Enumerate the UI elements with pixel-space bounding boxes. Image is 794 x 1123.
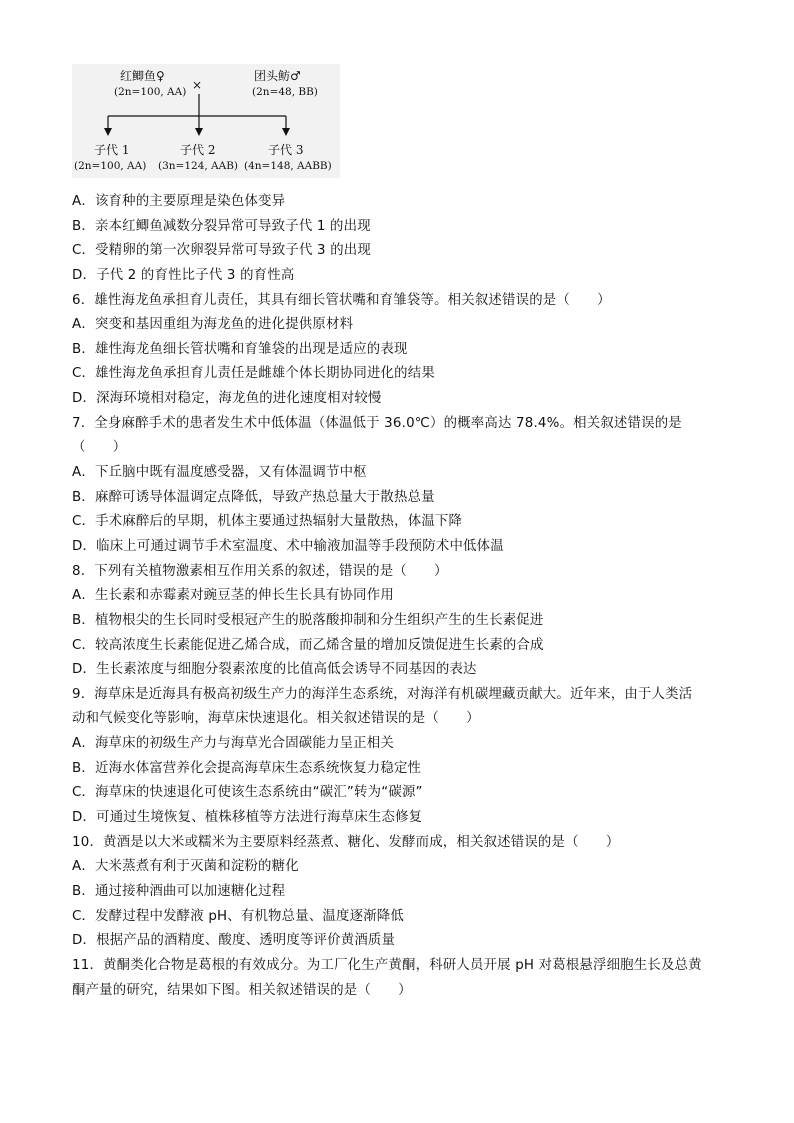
question-text bbox=[72, 190, 722, 1003]
q9-option-c: C．海草床的快速退化可使该生态系统由“碳汇”转为“碳源” bbox=[72, 785, 423, 801]
offspring-3-genome: (4n=148, AABB) bbox=[244, 160, 332, 172]
offspring-2-label: 子代 2 bbox=[180, 143, 216, 157]
q9-option-d: D．可通过生境恢复、植株移植等方法进行海草床生态修复 bbox=[72, 810, 423, 826]
parent-female-label: 红鲫鱼♀ bbox=[120, 69, 165, 83]
q7-stem: 7．全身麻醉手术的患者发生术中低体温（体温低于 36.0℃）的概率高达 78.4%。相关叙述错误的是 bbox=[72, 415, 682, 431]
q9-stem: 9．海草床是近海具有极高初级生产力的海洋生态系统，对海洋有机碳埋藏贡献大。近年来，由于人类活 bbox=[72, 686, 693, 702]
q7-option-d: D．临床上可通过调节手术室温度、术中输液加温等手段预防术中低体温 bbox=[72, 538, 504, 554]
parent-male-label: 团头鲂♂ bbox=[254, 69, 301, 83]
q6-option-b: B．雄性海龙鱼细长管状嘴和育雏袋的出现是适应的表现 bbox=[72, 341, 408, 357]
q8-option-d: D．生长素浓度与细胞分裂素浓度的比值高低会诱导不同基因的表达 bbox=[72, 662, 477, 678]
q6-stem: 6．雄性海龙鱼承担育儿责任，其具有细长管状嘴和育雏袋等。相关叙述错误的是（ ） bbox=[72, 292, 611, 308]
q9-option-a: A．海草床的初级生产力与海草光合固碳能力呈正相关 bbox=[72, 736, 394, 752]
q7-stem-cont: （ ） bbox=[72, 440, 127, 456]
q9-option-b: B．近海水体富营养化会提高海草床生态系统恢复力稳定性 bbox=[72, 760, 422, 776]
cross-symbol: × bbox=[192, 78, 203, 92]
q8-option-a: A．生长素和赤霉素对豌豆茎的伸长生长具有协同作用 bbox=[72, 588, 394, 604]
q5-option-a: A．该育种的主要原理是染色体变异 bbox=[72, 194, 286, 209]
q11-stem-cont: 酮产量的研究，结果如下图。相关叙述错误的是（ ） bbox=[72, 982, 412, 998]
q8-option-c: C．较高浓度生长素能促进乙烯合成，而乙烯含量的增加反馈促进生长素的合成 bbox=[72, 637, 544, 653]
q6-option-c: C．雄性海龙鱼承担育儿责任是雌雄个体长期协同进化的结果 bbox=[72, 366, 435, 382]
q10-stem: 10．黄酒是以大米或糯米为主要原料经蒸煮、糖化、发酵而成，相关叙述错误的是（ ） bbox=[72, 834, 620, 850]
q9-stem-cont: 动和气候变化等影响，海草床快速退化。相关叙述错误的是（ ） bbox=[72, 711, 480, 727]
parent-male-genome: (2n=48, BB) bbox=[252, 86, 318, 98]
q6-option-a: A．突变和基因重组为海龙鱼的进化提供原材料 bbox=[72, 317, 354, 333]
offspring-1-genome: (2n=100, AA) bbox=[74, 160, 147, 172]
q8-option-b: B．植物根尖的生长同时受根冠产生的脱落酸抑制和分生组织产生的生长素促进 bbox=[72, 612, 544, 628]
offspring-3-label: 子代 3 bbox=[268, 143, 304, 157]
q7-option-b: B．麻醉可诱导体温调定点降低，导致产热总量大于散热总量 bbox=[72, 489, 435, 505]
parent-female-genome: (2n=100, AA) bbox=[114, 86, 187, 98]
q6-option-d: D．深海环境相对稳定，海龙鱼的进化速度相对较慢 bbox=[72, 391, 382, 407]
q5-option-b: B．亲本红鲫鱼减数分裂异常可导致子代 1 的出现 bbox=[72, 218, 371, 234]
q10-option-b: B．通过接种酒曲可以加速糖化过程 bbox=[72, 883, 286, 899]
q10-option-d: D．根据产品的酒精度、酸度、透明度等评价黄酒质量 bbox=[72, 933, 396, 949]
q5-option-d: D．子代 2 的育性比子代 3 的育性高 bbox=[72, 267, 295, 283]
hybridization-diagram bbox=[72, 64, 340, 178]
q7-option-c: C．手术麻醉后的早期，机体主要通过热辐射大量散热，体温下降 bbox=[72, 514, 463, 530]
offspring-1-label: 子代 1 bbox=[94, 143, 130, 157]
offspring-2-genome: (3n=124, AAB) bbox=[158, 160, 239, 172]
q10-option-a: A．大米蒸煮有利于灭菌和淀粉的糖化 bbox=[72, 859, 299, 875]
q8-stem: 8．下列有关植物激素相互作用关系的叙述，错误的是（ ） bbox=[72, 563, 448, 579]
q7-option-a: A．下丘脑中既有温度感受器，又有体温调节中枢 bbox=[72, 465, 367, 481]
q5-option-c: C．受精卵的第一次卵裂异常可导致子代 3 的出现 bbox=[72, 243, 371, 259]
q11-stem: 11．黄酮类化合物是葛根的有效成分。为工厂化生产黄酮，科研人员开展 pH 对葛根悬浮细胞生长及总黄 bbox=[72, 957, 702, 973]
q10-option-c: C．发酵过程中发酵液 pH、有机物总量、温度逐渐降低 bbox=[72, 908, 404, 924]
